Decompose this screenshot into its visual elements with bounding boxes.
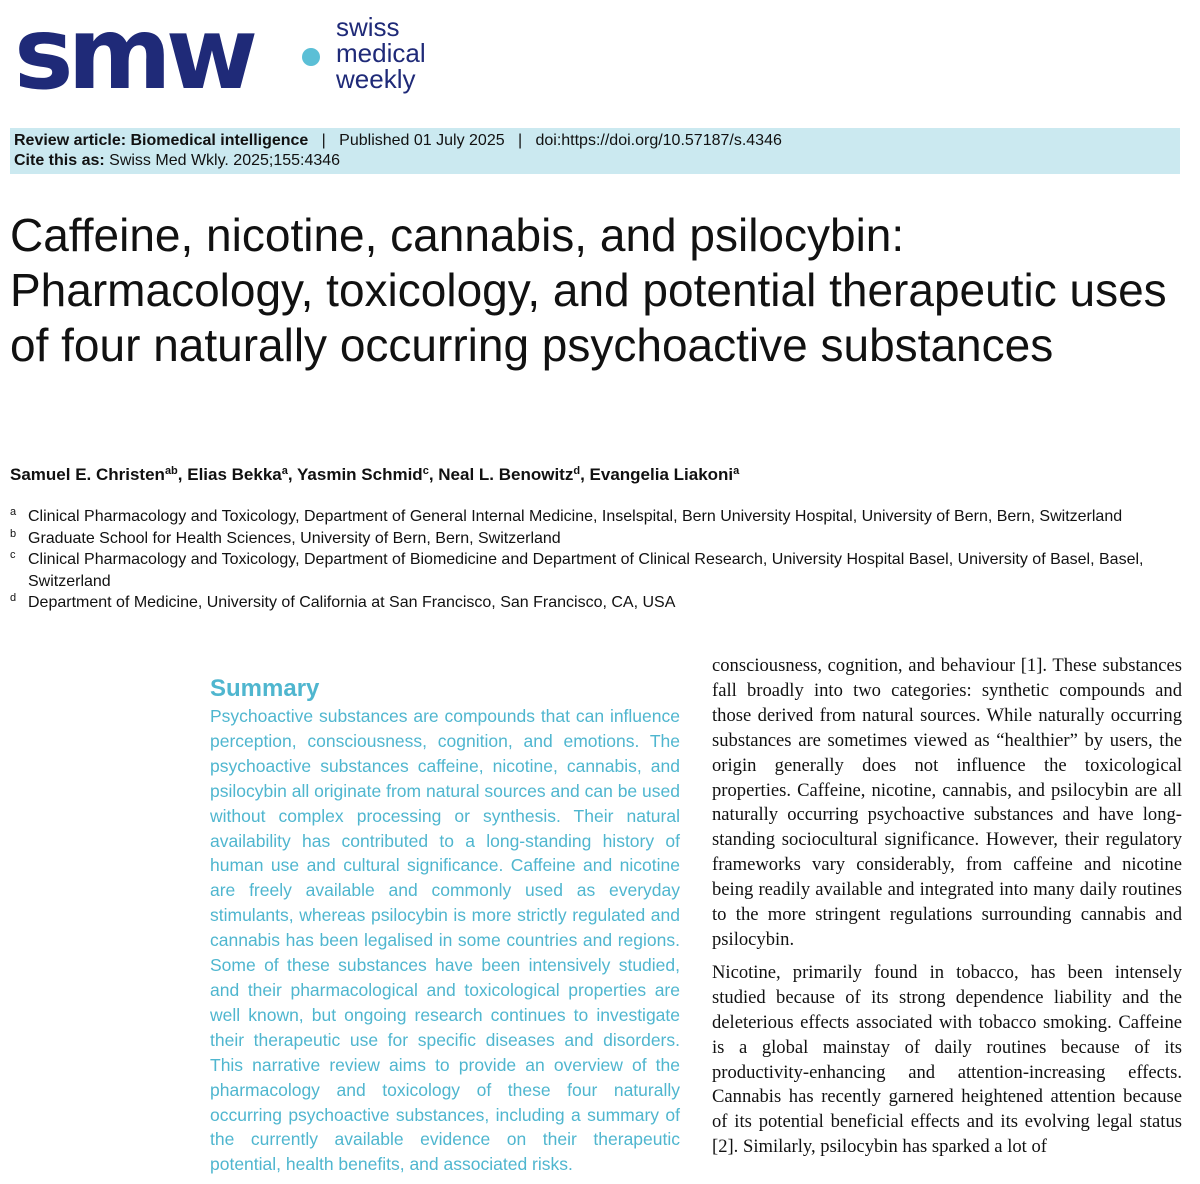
affiliation-mark: b bbox=[10, 527, 17, 540]
article-type: Review article: Biomedical intelligence bbox=[14, 132, 309, 149]
affiliation-item bbox=[10, 506, 1185, 528]
affiliation-text: Clinical Pharmacology and Toxicology, Department of General Internal Medicine, Inselspital, Bern University Hospital, University of Bern, Bern, Switzerland bbox=[28, 508, 1123, 525]
logo-wordmark bbox=[336, 14, 426, 92]
summary-heading: Summary bbox=[210, 675, 320, 702]
logo-word: weekly bbox=[336, 64, 416, 94]
affiliation-list bbox=[10, 506, 1185, 614]
logo-mark: smw bbox=[14, 0, 253, 112]
affiliation-text: Department of Medicine, University of California at San Francisco, San Francisco, CA, USA bbox=[28, 594, 676, 611]
cite-value: Swiss Med Wkly. 2025;155:4346 bbox=[109, 152, 341, 169]
affiliation-item bbox=[10, 592, 1185, 614]
separator: | bbox=[312, 132, 335, 149]
affiliation-text: Graduate School for Health Sciences, University of Bern, Bern, Switzerland bbox=[28, 529, 561, 547]
author-name: Neal L. Benowitz bbox=[438, 465, 574, 484]
logo-word: medical bbox=[336, 38, 426, 68]
affiliation-text: Clinical Pharmacology and Toxicology, Department of Biomedicine and Department of Clinical Research, University Hospital Basel, University of Basel, Basel, Switzerland bbox=[28, 551, 1144, 590]
citation-line-2 bbox=[14, 151, 1176, 171]
affiliation-mark: c bbox=[10, 549, 16, 561]
affiliation-mark: a bbox=[10, 506, 17, 518]
affiliation-item bbox=[10, 549, 1185, 592]
article-title: Caffeine, nicotine, cannabis, and psilocybin: Pharmacology, toxicology, and potential therapeutic uses of four naturally occurring psychoactive substances bbox=[10, 209, 1167, 371]
author-name: Samuel E. Christen bbox=[10, 465, 165, 484]
author-affil-mark: ab bbox=[164, 465, 178, 477]
journal-logo bbox=[14, 0, 454, 112]
summary-section bbox=[210, 674, 680, 1177]
author-affil-mark: a bbox=[281, 465, 288, 477]
body-column bbox=[712, 654, 1182, 1168]
citation-line-1 bbox=[14, 131, 1176, 151]
author-affil-mark: d bbox=[573, 465, 581, 477]
author-affil-mark: a bbox=[733, 465, 740, 477]
author-list: Samuel E. Christen$^{ab}$, Elias Bekka$^a$, Yasmin Schmid$^c$, Neal L. Benowitz$^d$, Evangelia Liakoni$^a$ bbox=[10, 465, 740, 484]
author-name: Evangelia Liakoni bbox=[589, 465, 734, 484]
affiliation-mark: d bbox=[10, 592, 17, 604]
logo-word: swiss bbox=[336, 12, 400, 42]
doi-link[interactable]: doi:https://doi.org/10.57187/s.4346 bbox=[535, 132, 782, 149]
author-name: Yasmin Schmid bbox=[297, 465, 423, 484]
body-paragraph: consciousness, cognition, and behaviour [1]. These substances fall broadly into two categories: synthetic compounds and those derived from natural sources. While naturally occurring substances are sometimes viewed as “healthier” by users, the origin generally does not influence the toxicological properties. Caffeine, nicotine, cannabis, and psilocybin are all naturally occurring psychoactive substances and have long-standing sociocultural significance. However, their regulatory frameworks vary considerably, from caffeine and nicotine being readily available and integrated into many daily routines to the more stringent regulations surrounding cannabis and psilocybin. bbox=[712, 655, 1182, 950]
published-date: Published 01 July 2025 bbox=[339, 132, 505, 149]
body-paragraph: Nicotine, primarily found in tobacco, has been intensely studied because of its strong dependence liability and the deleterious effects associated with tobacco smoking. Caffeine is a global mainstay of daily routines because of its productivity-enhancing and attention-increasing effects. Cannabis has recently garnered heightened attention because of its potential beneficial effects and its evolving legal status [2]. Similarly, psilocybin has sparked a lot of bbox=[712, 961, 1182, 1158]
author-affil-mark: c bbox=[422, 465, 429, 477]
separator: | bbox=[509, 132, 532, 149]
logo-dot bbox=[302, 48, 320, 66]
cite-label: Cite this as: bbox=[14, 152, 105, 169]
summary-text: Psychoactive substances are compounds that can influence perception, consciousness, cognition, and emotions. The psychoactive substances caffeine, nicotine, cannabis, and psilocybin all originate from natural sources and can be used without complex processing or synthesis. Their natural availability has contributed to a long-standing history of human use and cultural significance. Caffeine and nicotine are freely available and commonly used as everyday stimulants, whereas psilocybin is more strictly regulated and cannabis has been legalised in some countries and regions. Some of these substances have been intensively studied, and their pharmacological and toxicological properties are well known, but ongoing research continues to investigate their therapeutic use for specific diseases and disorders. This narrative review aims to provide an overview of the pharmacology and toxicology of these four naturally occurring psychoactive substances, including a summary of the currently available evidence on their therapeutic potential, health benefits, and associated risks. bbox=[210, 706, 680, 1175]
author-name: Elias Bekka bbox=[187, 465, 282, 484]
affiliation-item bbox=[10, 528, 1185, 550]
citation-bar bbox=[10, 128, 1180, 174]
